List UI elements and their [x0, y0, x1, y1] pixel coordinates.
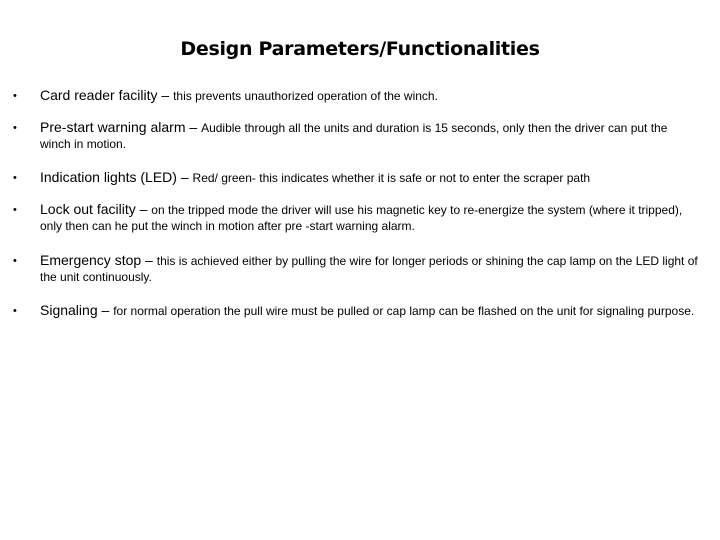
bullet-marker: • [13, 255, 17, 267]
bullet-term: Emergency stop [40, 252, 142, 268]
bullet-term: Indication lights (LED) [40, 169, 177, 185]
bullet-term: Signaling [40, 302, 98, 318]
bullet-item-signaling [11, 303, 701, 320]
bullet-description: Audible through all the units and duration is 15 seconds, only then the driver can put the winch in motion. [40, 121, 668, 151]
bullet-description: on the tripped mode the driver will use his magnetic key to re-energize the system (where it tripped), only then can he put the winch in motion after pre -start warning alarm. [40, 203, 683, 233]
bullet-separator: – [157, 87, 174, 103]
bullet-separator: – [176, 169, 193, 185]
bullet-separator: – [141, 252, 157, 268]
bullet-description: for normal operation the pull wire must be pulled or cap lamp can be flashed on the unit for signaling purpose. [113, 304, 695, 318]
bullet-item-card-reader [11, 88, 701, 105]
bullet-marker: • [13, 122, 17, 134]
bullet-description: this prevents unauthorized operation of the winch. [173, 89, 438, 103]
bullet-description: this is achieved either by pulling the wire for longer periods or shining the cap lamp on the LED light of the unit continuously. [40, 254, 698, 284]
bullet-separator: – [135, 201, 152, 217]
bullet-separator: – [97, 302, 114, 318]
bullet-term: Lock out facility [40, 201, 136, 217]
bullet-separator: – [185, 119, 202, 135]
bullet-text [40, 88, 701, 104]
bullet-text [40, 253, 701, 285]
slide-title: Design Parameters/Functionalities [180, 38, 540, 60]
bullet-marker: • [13, 172, 17, 184]
bullet-item-lock-out [11, 202, 701, 234]
bullet-item-pre-start-alarm [11, 120, 701, 152]
bullet-item-emergency-stop [11, 253, 701, 285]
bullet-term: Pre-start warning alarm [40, 119, 186, 135]
bullet-marker: • [13, 305, 17, 317]
bullet-text [40, 202, 701, 234]
bullet-marker: • [13, 204, 17, 216]
bullet-text [40, 120, 701, 152]
bullet-item-indication-lights [11, 170, 701, 187]
bullet-text [40, 170, 701, 186]
bullet-term: Card reader facility [40, 87, 158, 103]
bullet-marker: • [13, 90, 17, 102]
bullet-text [40, 303, 701, 319]
bullet-description: Red/ green- this indicates whether it is safe or not to enter the scraper path [192, 171, 591, 185]
